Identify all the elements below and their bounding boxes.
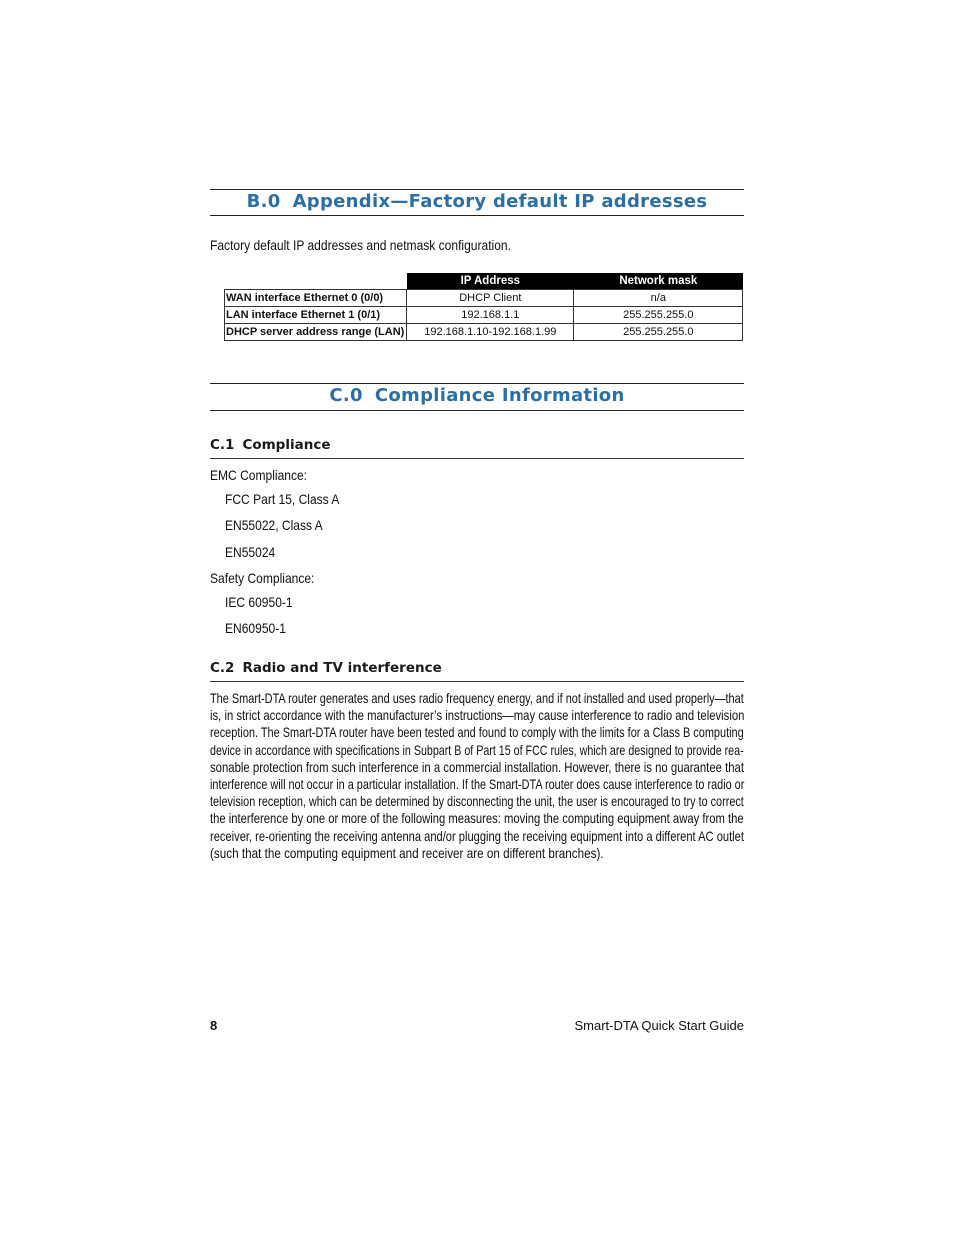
emc-item: FCC Part 15, Class A — [225, 491, 340, 507]
ip-cell: 192.168.1.1 — [407, 307, 574, 324]
emc-item: EN55024 — [225, 544, 276, 560]
emc-item: EN55022, Class A — [225, 517, 323, 533]
c2-title: Radio and TV interference — [242, 660, 442, 676]
paragraph-line: device in accordance with specifications in Subpart B of Part 15 of FCC rules, which are designed to provide rea- — [210, 742, 744, 758]
row-label: DHCP server address range (LAN) — [225, 324, 407, 341]
c1-heading — [210, 437, 744, 459]
paragraph-line: the interference by one or more of the following measures: moving the computing equipment away from the — [210, 811, 744, 827]
c2-heading — [210, 660, 744, 682]
mask-cell: 255.255.255.0 — [574, 307, 743, 324]
row-label: WAN interface Ethernet 0 (0/0) — [225, 290, 407, 307]
c2-number: C.2 — [210, 660, 235, 676]
c1-title: Compliance — [242, 437, 331, 453]
mask-cell: n/a — [574, 290, 743, 307]
header-ip-address: IP Address — [407, 273, 574, 290]
section-b-intro: Factory default IP addresses and netmask configuration. — [210, 237, 511, 253]
paragraph-line: (such that the computing equipment and receiver are on different branches). — [210, 845, 604, 861]
section-c-title: Compliance Information — [374, 385, 625, 406]
section-b-heading — [210, 189, 744, 216]
safety-item: EN60950-1 — [225, 620, 286, 636]
ip-cell: DHCP Client — [407, 290, 574, 307]
table-row — [225, 307, 743, 324]
footer-doc-title: Smart-DTA Quick Start Guide — [574, 1018, 744, 1033]
emc-label: EMC Compliance: — [210, 467, 308, 483]
safety-label: Safety Compliance: — [210, 570, 315, 586]
header-network-mask: Network mask — [574, 273, 743, 290]
mask-cell: 255.255.255.0 — [574, 324, 743, 341]
interference-paragraph — [210, 690, 744, 862]
section-b-number: B.0 — [246, 191, 281, 212]
ip-cell: 192.168.1.10-192.168.1.99 — [407, 324, 574, 341]
table-corner-cell — [225, 273, 407, 290]
paragraph-line: The Smart-DTA router generates and uses radio frequency energy, and if not installed and used properly—that — [210, 691, 744, 706]
table-header-row — [225, 273, 743, 290]
paragraph-line: interference will not occur in a particular installation. If the Smart-DTA router does cause interference to radio or — [210, 777, 745, 793]
paragraph-line: is, in strict accordance with the manufacturer’s instructions—may cause interference to radio and television — [210, 708, 745, 724]
paragraph-line: sonable protection from such interference in a commercial installation. However, there is no guarantee that — [210, 759, 745, 775]
paragraph-line: television reception, which can be determined by disconnecting the unit, the user is encouraged to try to correct — [210, 794, 744, 810]
paragraph-line: reception. The Smart-DTA router have been tested and found to comply with the limits for a Class B computing — [210, 725, 744, 741]
section-b-title: Appendix—Factory default IP addresses — [292, 191, 708, 212]
safety-item: IEC 60950-1 — [225, 594, 293, 610]
c1-number: C.1 — [210, 437, 235, 453]
page-number: 8 — [210, 1018, 218, 1033]
table-row — [225, 324, 743, 341]
row-label: LAN interface Ethernet 1 (0/1) — [225, 307, 407, 324]
section-c-number: C.0 — [329, 385, 363, 406]
paragraph-line: receiver, re-orienting the receiving antenna and/or plugging the receiving equipment into a different AC outlet — [210, 828, 744, 844]
table-row — [225, 290, 743, 307]
section-c-heading — [210, 383, 744, 411]
ip-address-table — [224, 273, 743, 341]
